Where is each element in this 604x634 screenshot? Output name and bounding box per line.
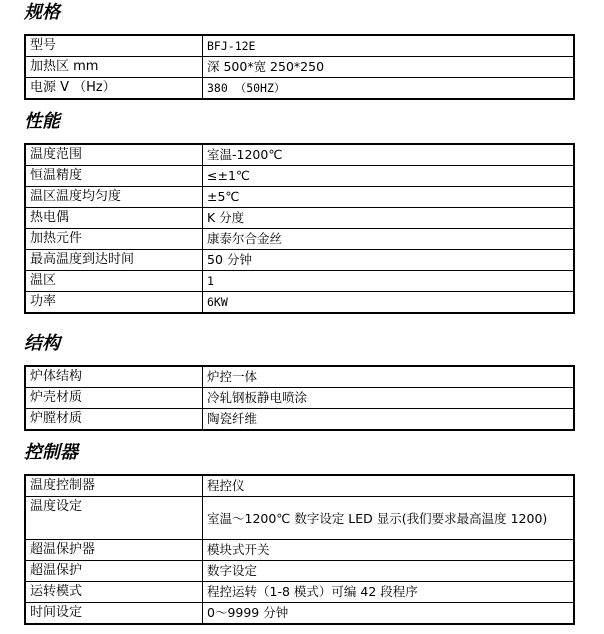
row-value: 380 （50HZ） xyxy=(203,78,575,100)
row-label: 温度控制器 xyxy=(25,475,203,497)
row-label: 加热元件 xyxy=(25,229,203,250)
row-label: 时间设定 xyxy=(25,603,203,625)
row-value: 康泰尔合金丝 xyxy=(203,229,575,250)
row-value: ≤±1℃ xyxy=(203,166,575,187)
row-label: 加热区 mm xyxy=(25,57,203,78)
row-value: 数字设定 xyxy=(203,561,575,582)
table-row xyxy=(25,497,574,540)
row-value: 模块式开关 xyxy=(203,540,575,561)
row-label: 超温保护 xyxy=(25,561,203,582)
row-label: 型号 xyxy=(25,35,203,57)
row-label: 温度设定 xyxy=(25,497,203,540)
table-row xyxy=(25,229,574,250)
table-row xyxy=(25,409,574,431)
table-row xyxy=(25,366,574,388)
table-row xyxy=(25,187,574,208)
row-label: 炉膛材质 xyxy=(25,409,203,431)
row-label: 温区 xyxy=(25,271,203,292)
table-row xyxy=(25,144,574,166)
row-label: 恒温精度 xyxy=(25,166,203,187)
table-row xyxy=(25,271,574,292)
row-label: 温区温度均匀度 xyxy=(25,187,203,208)
row-label: 温度范围 xyxy=(25,144,203,166)
row-label: 热电偶 xyxy=(25,208,203,229)
table-row xyxy=(25,292,574,314)
row-label: 炉壳材质 xyxy=(25,388,203,409)
spec-table xyxy=(24,34,575,100)
row-value: 炉控一体 xyxy=(203,366,575,388)
table-row xyxy=(25,561,574,582)
table-row xyxy=(25,388,574,409)
section-title-controller: 控制器 xyxy=(24,442,78,463)
table-row xyxy=(25,57,574,78)
row-value: 室温～1200℃ 数字设定 LED 显示(我们要求最高温度 1200) xyxy=(203,497,575,540)
section-title-structure: 结构 xyxy=(24,333,60,354)
row-value: K 分度 xyxy=(203,208,575,229)
row-value: 0～9999 分钟 xyxy=(203,603,575,625)
section-title-performance: 性能 xyxy=(24,111,60,132)
row-value: 1 xyxy=(203,271,575,292)
table-row xyxy=(25,35,574,57)
table-row xyxy=(25,540,574,561)
row-label: 电源 V （Hz） xyxy=(25,78,203,100)
table-row xyxy=(25,250,574,271)
row-value: BFJ-12E xyxy=(203,35,575,57)
table-row xyxy=(25,603,574,625)
row-value: 50 分钟 xyxy=(203,250,575,271)
row-value: 程控运转（1-8 模式）可编 42 段程序 xyxy=(203,582,575,603)
row-label: 功率 xyxy=(25,292,203,314)
table-row xyxy=(25,475,574,497)
table-row xyxy=(25,78,574,100)
table-row xyxy=(25,166,574,187)
table-row xyxy=(25,208,574,229)
row-value: 深 500*宽 250*250 xyxy=(203,57,575,78)
row-label: 最高温度到达时间 xyxy=(25,250,203,271)
performance-table xyxy=(24,143,575,314)
row-label: 炉体结构 xyxy=(25,366,203,388)
row-label: 运转模式 xyxy=(25,582,203,603)
structure-table xyxy=(24,365,575,431)
controller-table xyxy=(24,474,575,625)
row-value: 陶瓷纤维 xyxy=(203,409,575,431)
table-row xyxy=(25,582,574,603)
row-value: ±5℃ xyxy=(203,187,575,208)
section-title-spec: 规格 xyxy=(24,2,60,23)
row-label: 超温保护器 xyxy=(25,540,203,561)
row-value: 室温-1200℃ xyxy=(203,144,575,166)
row-value: 程控仪 xyxy=(203,475,575,497)
row-value: 6KW xyxy=(203,292,575,314)
row-value: 冷轧钢板静电喷涂 xyxy=(203,388,575,409)
